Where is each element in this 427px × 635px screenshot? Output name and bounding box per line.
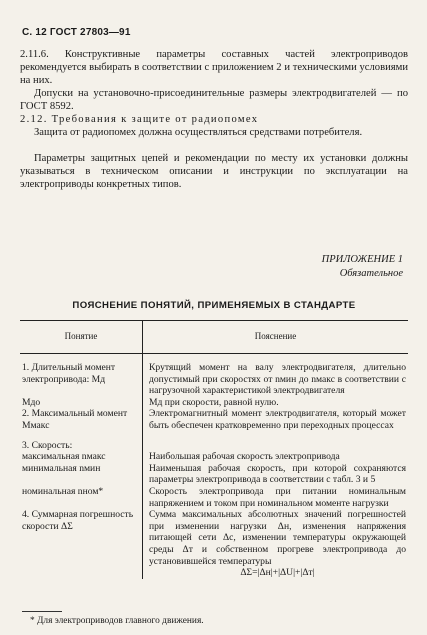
table-row [20,451,408,463]
table-row [20,486,408,509]
appendix-label: ПРИЛОЖЕНИЕ 1 [321,254,403,265]
explanation-cell: Сумма максимальных абсолютных значений погрешностей при изменении нагрузки Δн, изменения напряжения питающей сети Δс, изменении температуры окружающей среды Δт и собственном прогреве электропривода до установившейся температуры [149,509,406,567]
term-cell: минимальная nмин [20,463,143,486]
explanation-cell [143,440,409,452]
table-row [20,408,408,431]
table-title: ПОЯСНЕНИЕ ПОНЯТИЙ, ПРИМЕНЯЕМЫХ В СТАНДАРТЕ [72,300,356,311]
section-heading: 2.12. Требования к защите от радиопомех [20,114,259,125]
term-cell: максимальная nмакс [20,451,143,463]
term-cell: номинальная nном* [20,486,143,509]
term-cell: 2. Максимальный момент Mмакс [20,408,143,431]
explanation-cell: Mд при скорости, равной нулю. [149,396,279,408]
table-row [20,509,408,567]
footnote-rule [22,611,62,612]
table-row [20,362,408,397]
definitions-table [20,320,408,579]
table-row [20,567,408,579]
footnote: * Для электроприводов главного движения. [30,616,204,626]
table-row [20,397,408,409]
table-row [20,440,408,452]
paragraph: Допуски на установочно-присоединительные размеры электродвигателей — по ГОСТ 8592. [20,88,408,112]
appendix-type: Обязательное [339,268,403,279]
column-header-term: Понятие [20,321,143,354]
paragraph: Защита от радиопомех должна осуществляться средствами потребителя. [34,127,363,138]
term-cell [20,567,143,579]
explanation-cell: Скорость электропривода при питании номинальным напряжением и током при номинальном моменте нагрузки [149,485,406,509]
term-cell: Mдо [20,397,143,409]
explanation-cell: Наименьшая рабочая скорость, при которой сохраняются параметры электропривода в соответствии с табл. 3 и 5 [149,462,406,486]
page-header: С. 12 ГОСТ 27803—91 [22,27,131,38]
explanation-cell: Наибольшая рабочая скорость электропривода [149,451,340,463]
explanation-cell: Крутящий момент на валу электродвигателя, длительно допустимый при скоростях от nмин до nмакс в соответствии с нагрузочной характеристикой электродвигателя [149,362,406,397]
term-cell: 1. Длительный момент электропривода: Mд [20,362,143,397]
column-header-explanation: Пояснение [143,321,409,354]
formula-cell: ΔΣ=|Δн|+|ΔU|+|Δт| [240,567,315,579]
paragraph: 2.11.6. Конструктивные параметры составных частей электроприводов рекомендуется выбирать в соответствии с приложением 2 и техническими условиями на них. [20,49,408,86]
paragraph: Параметры защитных цепей и рекомендации по месту их установки должны указываться в техническом описании и инструкции по эксплуатации на электроприводы конкретных типов. [20,153,408,190]
explanation-cell: Электромагнитный момент электродвигателя, который может быть обеспечен кратковременно при переходных процессах [149,408,406,431]
term-cell: 3. Скорость: [20,440,143,452]
term-cell: 4. Суммарная погрешность скорости ΔΣ [20,509,143,567]
table-row [20,463,408,486]
